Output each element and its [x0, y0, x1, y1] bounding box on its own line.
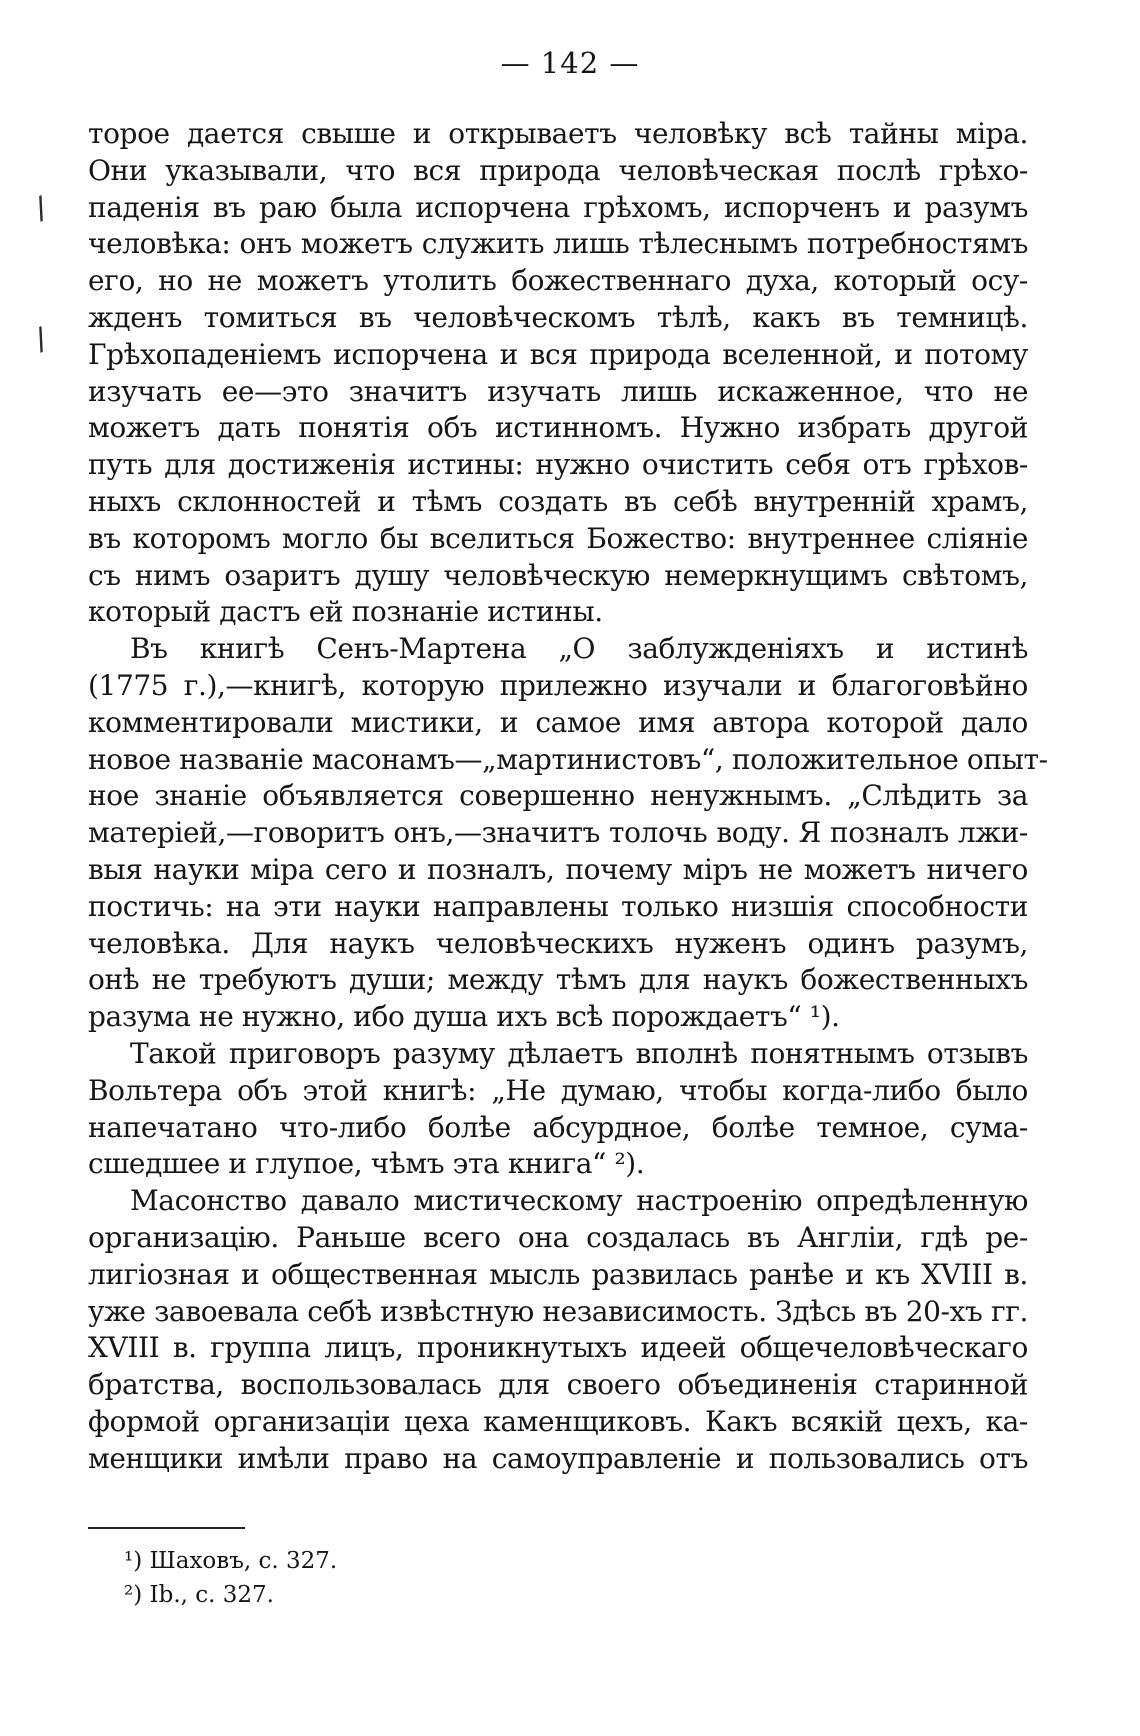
text-line: (1775 г.),—книгѣ, которую прилежно изучали и благоговѣйно	[88, 668, 1028, 702]
text-line: его, но не можетъ утолить божественнаго духа, который осу-	[88, 264, 1028, 298]
text-line: новое названіе масонамъ—„мартинистовъ“, положительное опыт-	[88, 742, 1048, 776]
page-number: — 142 —	[500, 46, 640, 80]
text-line: можетъ дать понятія объ истинномъ. Нужно избрать другой	[88, 411, 1028, 445]
text-line: сшедшее и глупое, чѣмъ эта книга“ ²).	[88, 1147, 645, 1181]
paragraph-start: Такой приговоръ разуму дѣлаетъ вполнѣ понятнымъ отзывъ	[130, 1036, 1028, 1070]
text-line: ное знаніе объявляется совершенно ненужнымъ. „Слѣдить за	[88, 779, 1028, 813]
text-line: изучать ее—это значитъ изучать лишь искаженное, что не	[88, 374, 1028, 408]
footnote-divider	[88, 1527, 245, 1529]
text-line: путь для достиженія истины: нужно очистить себя отъ грѣхов-	[88, 448, 1028, 482]
text-line: паденія въ раю была испорчена грѣхомъ, испорченъ и разумъ	[88, 190, 1028, 224]
body-text	[88, 116, 1048, 1477]
text-line: съ нимъ озаритъ душу человѣческую немеркнущимъ свѣтомъ,	[88, 558, 1028, 592]
text-line: менщики имѣли право на самоуправленіе и пользовались отъ	[88, 1441, 1028, 1475]
text-line: разума не нужно, ибо душа ихъ всѣ порождаетъ“ ¹).	[88, 1000, 840, 1034]
text-line: Вольтера объ этой книгѣ: „Не думаю, чтобы когда-либо было	[88, 1073, 1028, 1107]
text-line: лигіозная и общественная мысль развилась ранѣе и къ XVIII в.	[88, 1257, 1028, 1291]
text-line: жденъ томиться въ человѣческомъ тѣлѣ, какъ въ темницѣ.	[88, 300, 1028, 334]
text-line: матеріей,—говоритъ онъ,—значитъ толочь воду. Я позналъ лжи-	[88, 816, 1028, 850]
text-line: ныхъ склонностей и тѣмъ создать въ себѣ внутренній храмъ,	[88, 484, 1028, 518]
footnotes	[124, 1544, 1024, 1612]
text-line: напечатано что-либо болѣе абсурдное, болѣе темное, сума-	[88, 1110, 1028, 1144]
pencil-mark-icon: /	[30, 190, 52, 227]
text-line: Грѣхопаденіемъ испорчена и вся природа вселенной, и потому	[88, 337, 1028, 371]
paragraph-start: Въ книгѣ Сенъ-Мартена „О заблужденіяхъ и истинѣ	[130, 632, 1028, 666]
text-line: организацію. Раньше всего она создалась въ Англіи, гдѣ ре-	[88, 1220, 1028, 1254]
text-line: уже завоевала себѣ извѣстную независимость. Здѣсь въ 20-хъ гг.	[88, 1294, 1028, 1328]
text-line: человѣка. Для наукъ человѣческихъ нуженъ одинъ разумъ,	[88, 926, 1028, 960]
text-line: человѣка: онъ можетъ служить лишь тѣлеснымъ потребностямъ	[88, 227, 1028, 261]
text-line: формой организаціи цеха каменщиковъ. Какъ всякій цехъ, ка-	[88, 1404, 1028, 1438]
text-line: въ которомъ могло бы вселиться Божество: внутреннее сліяніе	[88, 521, 1028, 555]
text-line: выя науки міра сего и позналъ, почему міръ не можетъ ничего	[88, 852, 1028, 886]
pencil-mark-icon: /	[30, 321, 52, 358]
text-line: Они указывали, что вся природа человѣческая послѣ грѣхо-	[88, 153, 1028, 187]
footnote: ¹) Шаховъ, с. 327.	[124, 1548, 338, 1574]
text-line: который дастъ ей познаніе истины.	[88, 595, 603, 629]
text-line: торое дается свыше и открываетъ человѣку всѣ тайны міра.	[88, 117, 1028, 150]
text-line: постичь: на эти науки направлены только низшія способности	[88, 889, 1028, 923]
text-line: комментировали мистики, и самое имя автора которой дало	[88, 705, 1028, 739]
text-line: онѣ не требуютъ души; между тѣмъ для наукъ божественныхъ	[88, 963, 1028, 997]
paragraph-start: Масонство давало мистическому настроенію опредѣленную	[130, 1184, 1028, 1218]
text-line: XVIII в. группа лицъ, проникнутыхъ идеей общечеловѣческаго	[88, 1331, 1028, 1365]
footnote: ²) Ib., с. 327.	[124, 1582, 274, 1608]
text-line: братства, воспользовалась для своего объединенія старинной	[88, 1368, 1028, 1402]
